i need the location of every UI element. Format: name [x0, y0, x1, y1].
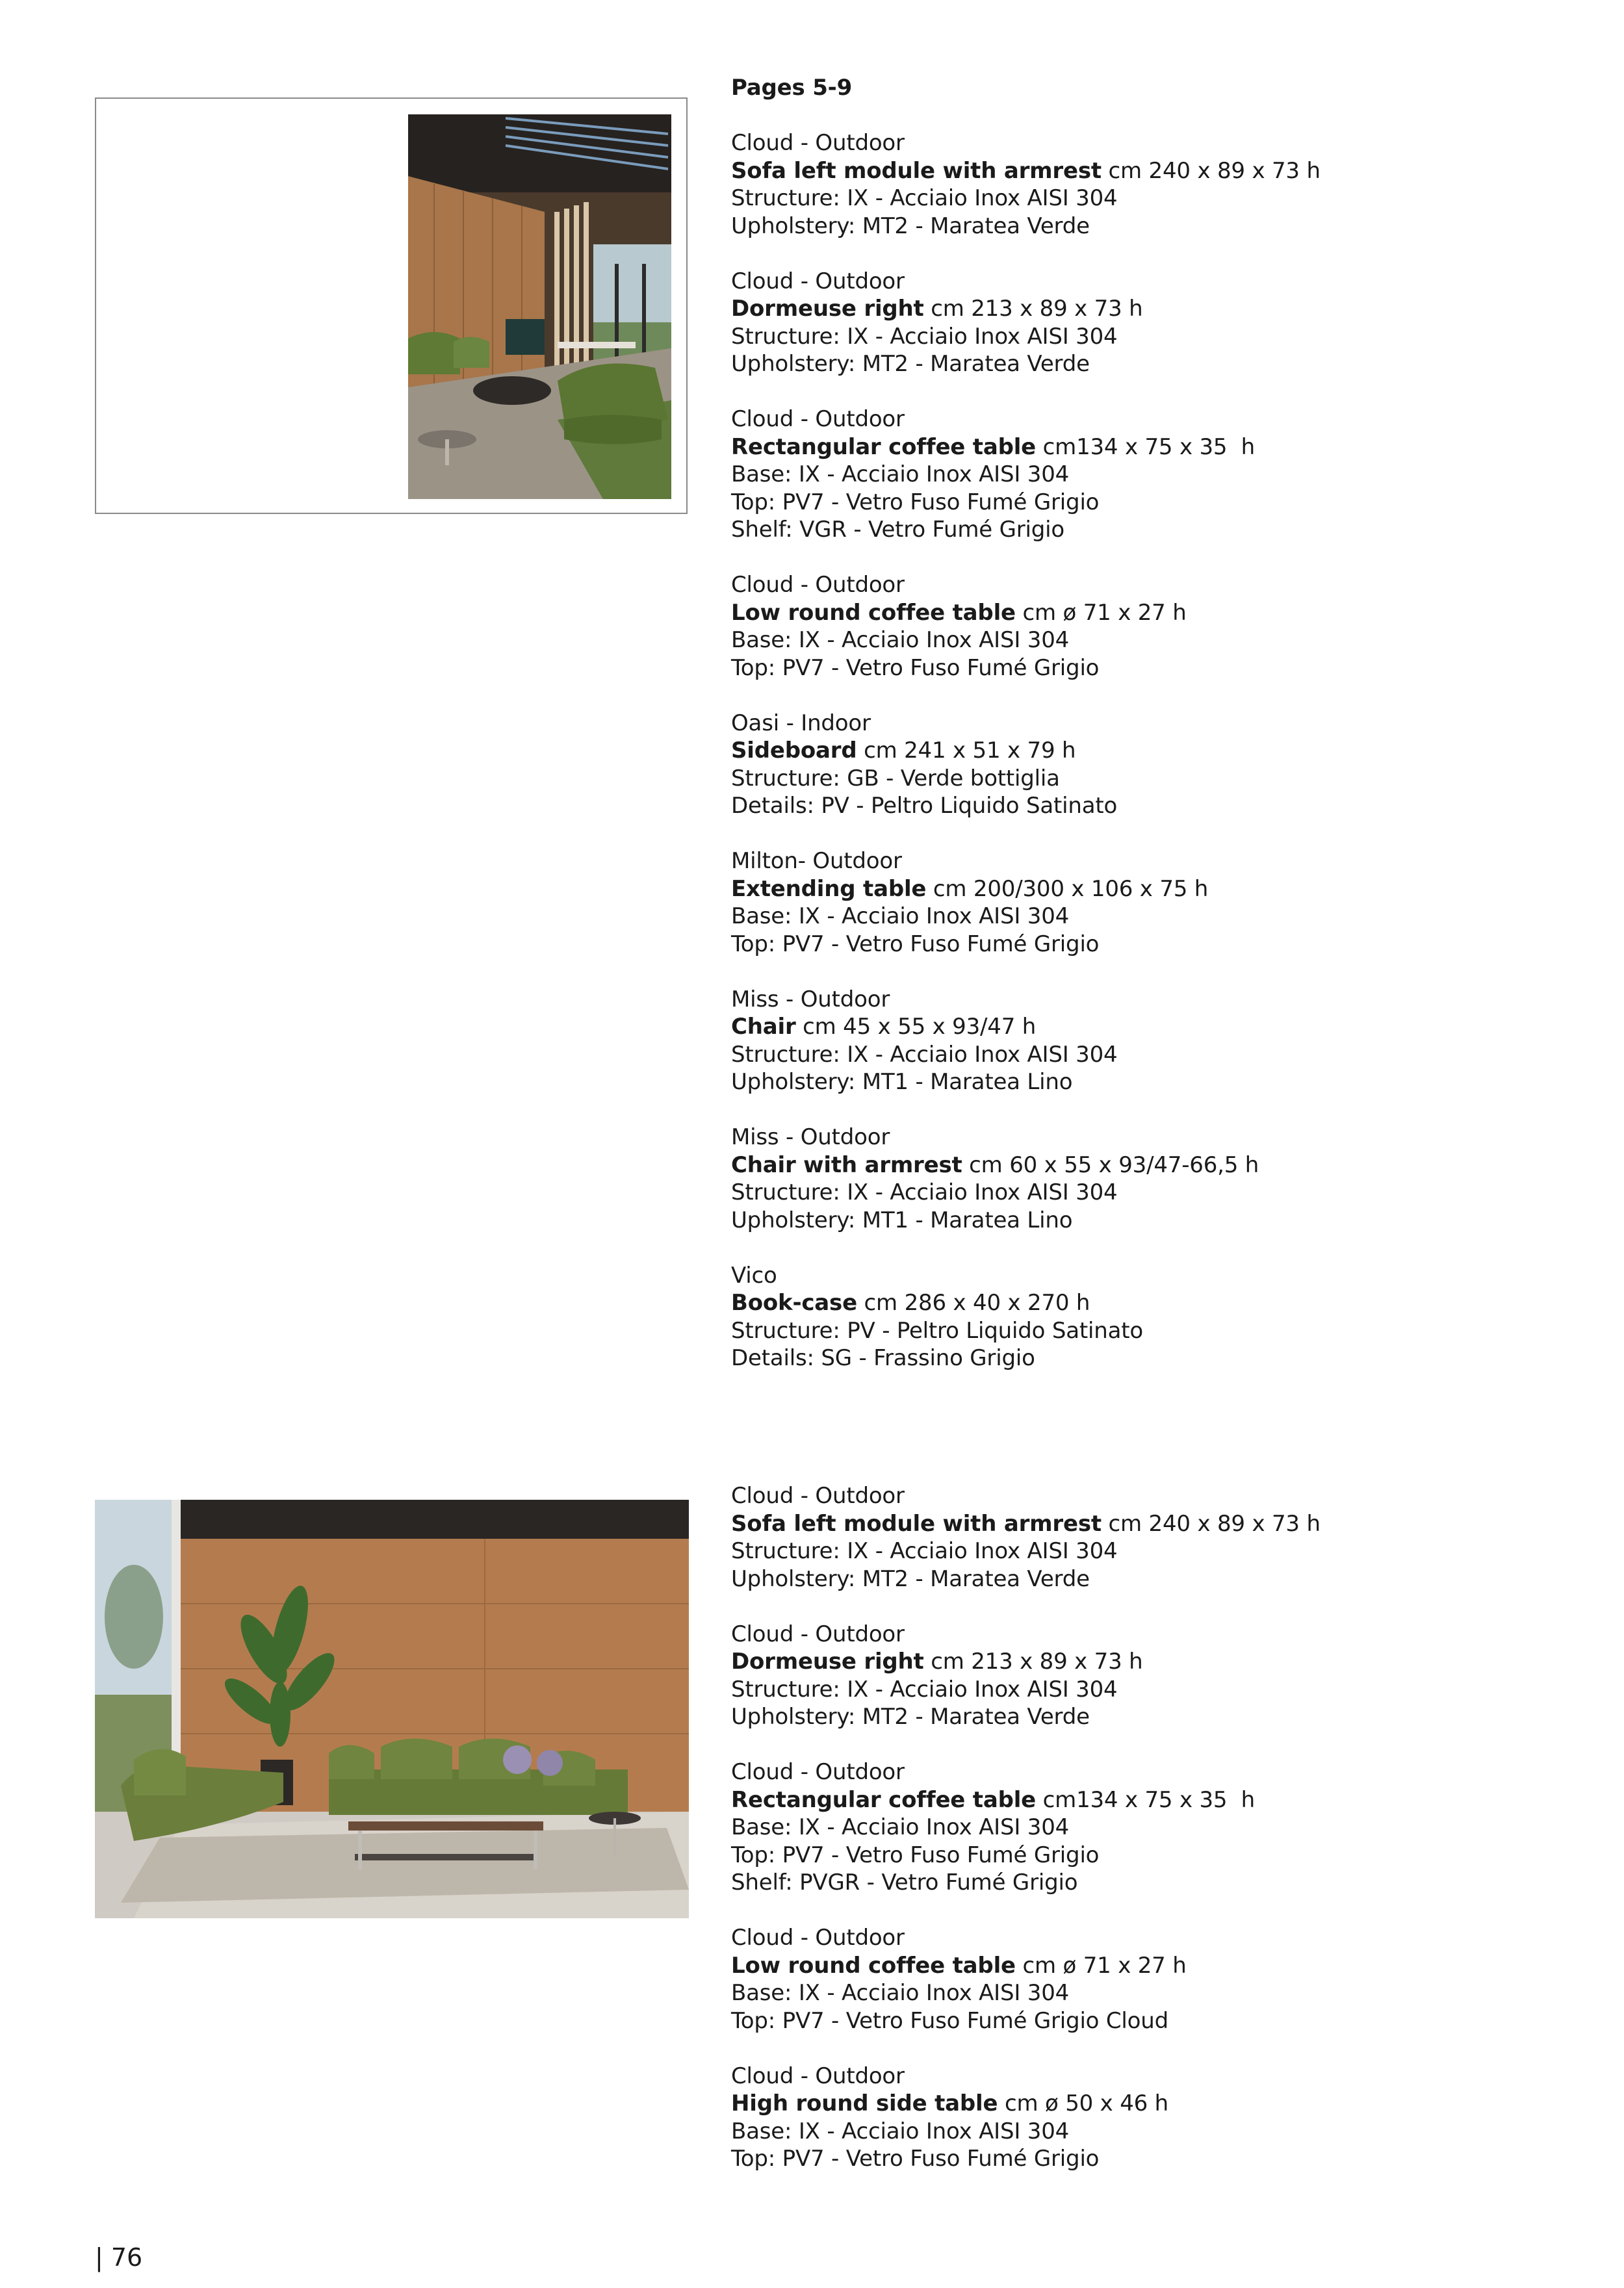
- collection-name: Miss - Outdoor: [731, 1124, 890, 1150]
- collection-name: Cloud - Outdoor: [731, 268, 905, 294]
- product-name: Chair: [731, 1014, 796, 1040]
- spacer: [731, 544, 1576, 572]
- product-dimensions: cm134 x 75 x 35 h: [1036, 433, 1255, 460]
- collection-name: Cloud - Outdoor: [731, 1621, 905, 1647]
- product-name: Low round coffee table: [731, 599, 1016, 626]
- product-name: Sideboard: [731, 738, 857, 764]
- spacer: [731, 378, 1576, 406]
- collection-name: Cloud - Outdoor: [731, 1925, 905, 1951]
- product-dimensions: cm 241 x 51 x 79 h: [857, 738, 1076, 764]
- spacer: [731, 1096, 1576, 1124]
- product-name: Dormeuse right: [731, 296, 924, 322]
- product-specs-column: [731, 74, 1576, 1372]
- product-entry: [731, 1758, 1576, 1897]
- collection-name: Cloud - Outdoor: [731, 1483, 905, 1509]
- spec-line: Upholstery: MT2 - Maratea Verde: [731, 351, 1090, 377]
- spec-line: Structure: GB - Verde bottiglia: [731, 765, 1060, 791]
- spec-line: Top: PV7 - Vetro Fuso Fumé Grigio Cloud: [731, 2007, 1169, 2034]
- spec-line: Base: IX - Acciaio Inox AISI 304: [731, 903, 1070, 929]
- product-name: Extending table: [731, 875, 927, 902]
- product-line: [731, 875, 1576, 903]
- spacer: [731, 1731, 1576, 1759]
- spec-line: Structure: IX - Acciaio Inox AISI 304: [731, 1676, 1118, 1703]
- spacer: [731, 820, 1576, 848]
- product-dimensions: cm 240 x 89 x 73 h: [1101, 157, 1321, 184]
- product-line: [731, 157, 1576, 185]
- spec-line: Upholstery: MT1 - Maratea Lino: [731, 1207, 1073, 1233]
- spec-line: Base: IX - Acciaio Inox AISI 304: [731, 1814, 1070, 1840]
- spacer: [731, 2035, 1576, 2063]
- product-dimensions: cm ø 71 x 27 h: [1015, 1952, 1187, 1979]
- product-line: [731, 1151, 1576, 1179]
- collection-name: Oasi - Indoor: [731, 710, 871, 736]
- product-name: Sofa left module with armrest: [731, 157, 1102, 184]
- spec-line: Upholstery: MT1 - Maratea Lino: [731, 1069, 1073, 1095]
- interior-photo-outdoor-lounge: [408, 114, 671, 499]
- spacer: [731, 240, 1576, 268]
- product-name: Book-case: [731, 1290, 857, 1316]
- spec-line: Structure: IX - Acciaio Inox AISI 304: [731, 323, 1118, 350]
- spec-line: Top: PV7 - Vetro Fuso Fumé Grigio: [731, 1842, 1100, 1868]
- product-entry: [731, 1124, 1576, 1234]
- product-line: [731, 1289, 1576, 1317]
- product-line: [731, 433, 1576, 461]
- product-entry: [731, 986, 1576, 1096]
- product-entry: [731, 268, 1576, 378]
- product-line: [731, 1952, 1576, 1980]
- spec-line: Details: PV - Peltro Liquido Satinato: [731, 793, 1118, 819]
- interior-photo-living-room: [95, 1500, 689, 1918]
- product-line: [731, 737, 1576, 765]
- spec-line: Structure: PV - Peltro Liquido Satinato: [731, 1317, 1143, 1344]
- collection-name: Cloud - Outdoor: [731, 1759, 905, 1785]
- page-heading: Pages 5-9: [731, 75, 853, 101]
- product-entry: [731, 1621, 1576, 1731]
- spec-line: Base: IX - Acciaio Inox AISI 304: [731, 2118, 1070, 2144]
- product-line: [731, 2090, 1576, 2118]
- product-dimensions: cm 45 x 55 x 93/47 h: [795, 1014, 1037, 1040]
- spec-line: Structure: IX - Acciaio Inox AISI 304: [731, 1179, 1118, 1205]
- spec-line: Upholstery: MT2 - Maratea Verde: [731, 212, 1090, 239]
- spec-line: Top: PV7 - Vetro Fuso Fumé Grigio: [731, 2146, 1100, 2172]
- collection-name: Cloud - Outdoor: [731, 572, 905, 598]
- spacer: [731, 958, 1576, 986]
- spec-line: Structure: IX - Acciaio Inox AISI 304: [731, 185, 1118, 211]
- spacer: [731, 1593, 1576, 1621]
- spec-line: Upholstery: MT2 - Maratea Verde: [731, 1565, 1090, 1592]
- spec-line: Top: PV7 - Vetro Fuso Fumé Grigio: [731, 931, 1100, 957]
- spec-line: Details: SG - Frassino Grigio: [731, 1345, 1035, 1371]
- product-entry: [731, 1924, 1576, 2035]
- product-name: Rectangular coffee table: [731, 1786, 1037, 1813]
- product-entry: [731, 1482, 1576, 1593]
- product-name: Sofa left module with armrest: [731, 1510, 1102, 1537]
- page-number: | 76: [95, 2243, 143, 2272]
- product-entry: [731, 847, 1576, 958]
- spacer: [731, 1897, 1576, 1925]
- product-dimensions: cm134 x 75 x 35 h: [1036, 1786, 1255, 1813]
- spacer: [731, 102, 1576, 130]
- collection-name: Milton- Outdoor: [731, 848, 902, 874]
- product-line: [731, 1786, 1576, 1814]
- product-list-living-room: [731, 1482, 1576, 2173]
- spacer: [731, 1234, 1576, 1262]
- product-entry: [731, 405, 1576, 544]
- spec-line: Base: IX - Acciaio Inox AISI 304: [731, 461, 1070, 487]
- product-line: [731, 1013, 1576, 1041]
- product-name: High round side table: [731, 2090, 998, 2116]
- product-dimensions: cm 240 x 89 x 73 h: [1101, 1510, 1321, 1537]
- spec-line: Structure: IX - Acciaio Inox AISI 304: [731, 1041, 1118, 1068]
- collection-name: Cloud - Outdoor: [731, 2063, 905, 2089]
- product-line: [731, 295, 1576, 323]
- product-dimensions: cm 200/300 x 106 x 75 h: [926, 875, 1209, 902]
- spec-line: Structure: IX - Acciaio Inox AISI 304: [731, 1538, 1118, 1564]
- spec-line: Shelf: PVGR - Vetro Fumé Grigio: [731, 1870, 1078, 1896]
- product-dimensions: cm 286 x 40 x 270 h: [857, 1290, 1090, 1316]
- product-entry: [731, 129, 1576, 240]
- collection-name: Miss - Outdoor: [731, 986, 890, 1012]
- spec-line: Base: IX - Acciaio Inox AISI 304: [731, 1980, 1070, 2006]
- product-entry: [731, 2063, 1576, 2173]
- product-name: Rectangular coffee table: [731, 433, 1037, 460]
- product-dimensions: cm 213 x 89 x 73 h: [923, 296, 1143, 322]
- product-specs-column-2: [731, 1482, 1576, 2173]
- product-name: Low round coffee table: [731, 1952, 1016, 1979]
- product-entry: [731, 571, 1576, 682]
- collection-name: Cloud - Outdoor: [731, 130, 905, 156]
- collection-name: Cloud - Outdoor: [731, 406, 905, 432]
- product-dimensions: cm ø 71 x 27 h: [1015, 599, 1187, 626]
- product-line: [731, 1510, 1576, 1538]
- spec-line: Shelf: VGR - Vetro Fumé Grigio: [731, 517, 1065, 543]
- product-name: Chair with armrest: [731, 1151, 962, 1178]
- spec-line: Base: IX - Acciaio Inox AISI 304: [731, 627, 1070, 653]
- product-name: Dormeuse right: [731, 1649, 924, 1675]
- product-dimensions: cm 60 x 55 x 93/47-66,5 h: [962, 1151, 1259, 1178]
- product-line: [731, 599, 1576, 627]
- spec-line: Upholstery: MT2 - Maratea Verde: [731, 1704, 1090, 1730]
- product-dimensions: cm ø 50 x 46 h: [998, 2090, 1169, 2116]
- spec-line: Top: PV7 - Vetro Fuso Fumé Grigio: [731, 654, 1100, 681]
- product-entry: [731, 1262, 1576, 1372]
- collection-name: Vico: [731, 1262, 777, 1289]
- product-dimensions: cm 213 x 89 x 73 h: [923, 1649, 1143, 1675]
- product-entry: [731, 710, 1576, 820]
- spacer: [731, 682, 1576, 710]
- product-line: [731, 1648, 1576, 1676]
- spec-line: Top: PV7 - Vetro Fuso Fumé Grigio: [731, 489, 1100, 515]
- product-list-pages-5-9: [731, 129, 1576, 1372]
